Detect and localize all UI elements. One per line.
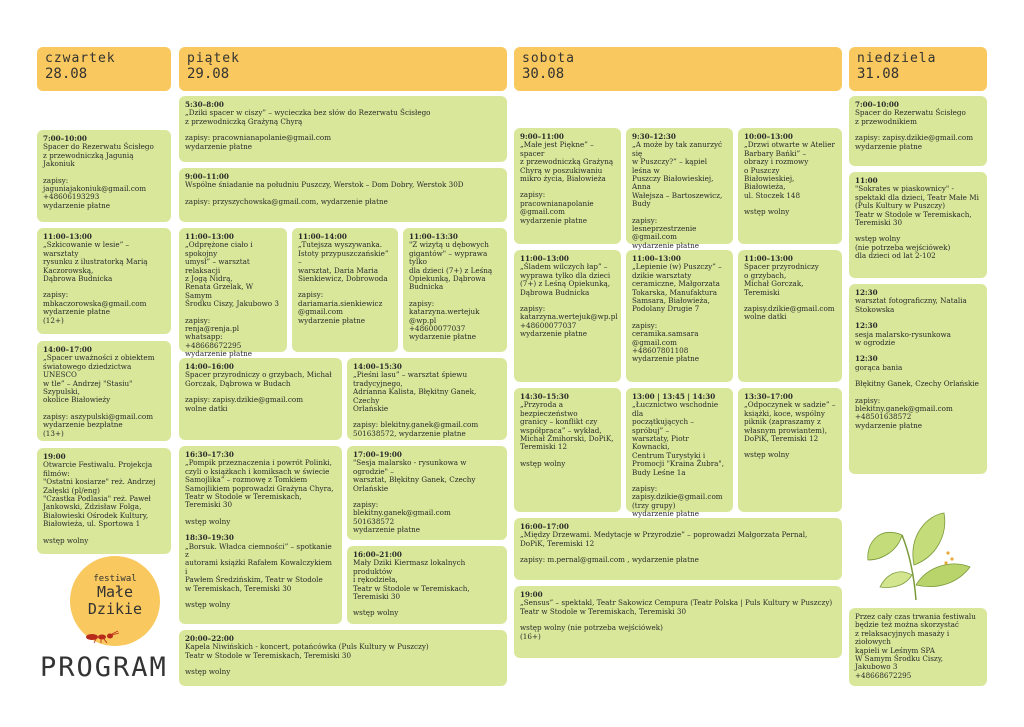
- event-card: [626, 388, 733, 519]
- event-info: zapisy: blekitny.ganek@gmail.com 501638572, wydarzenie płatne: [353, 420, 479, 438]
- event-time: 16:00–17:00: [520, 522, 569, 531]
- event-time: 11:00: [855, 176, 878, 185]
- event-description: Kapela Niwińskich - koncert, potańcówka (Puls Kultury w Puszczy) Teatr w Stodole w Teremiskach, Teremiski 30: [185, 642, 429, 660]
- program-title: PROGRAM: [40, 652, 168, 683]
- event-description: „Małe jest Piękne” – spacer z przewodniczką Grażyną Chyrą w poszukiwaniu mikro życia, Białowieża: [520, 140, 614, 184]
- event-info: zapisy: dariamaria.sienkiewicz @gmail.com wydarzenie płatne: [298, 290, 383, 325]
- event-card: [347, 446, 507, 540]
- event-card: [849, 284, 987, 474]
- event-description: „Odpoczynek w sadzie” – książki, koce, wspólny piknik (zapraszamy z własnym prowiantem), DoPiK, Teremiski 12: [744, 400, 836, 444]
- event-description: „Sensus” – spektakl, Teatr Sakowicz Cempura (Teatr Polska | Puls Kultury w Puszczy) Teatr w Stodole w Teremiskach, Teremiski 30: [520, 598, 833, 616]
- event-description: „Drzwi otwarte w Atelier Barbary Bańki” – obrazy i rozmowy o Puszczy Białowieskiej, Białowieża, ul. Stoczek 148: [744, 140, 835, 200]
- event-info: zapisy: aszypulski@gmail.com wydarzenie bezpłatne (13+): [43, 411, 154, 438]
- event-description: Otwarcie Festiwalu. Projekcja filmów: "Ostatni kosiarze" reż. Andrzej Załęski (pl/eng) "Czastka Podlasia" reż. Paweł Jankowski, Zdzisław Folga, Białowieski Ośrodek Kultury, Białowieża, ul. Sportowa 1: [43, 460, 156, 529]
- event-info: zapisy: m.pernal@gmail.com , wydarzenie płatne: [520, 555, 699, 565]
- event-time: 12:30: [855, 354, 878, 364]
- event-card: [179, 96, 507, 162]
- event-card: [37, 130, 171, 222]
- event-time: 14:30–15:30: [520, 392, 569, 401]
- event-description: "Z wizytą u dębowych gigantów" – wyprawa tylko dla dzieci (7+) z Leśną Opiekunką, Dąbrowa Budnicka: [409, 240, 493, 292]
- event-card: [849, 96, 987, 166]
- day-name: niedziela: [857, 51, 937, 66]
- event-time: 5:30–8:00: [185, 100, 224, 109]
- event-card: [849, 172, 987, 278]
- event-description: "Sokrates w piaskownicy" - spektakl dla dzieci, Teatr Małe Mi (Puls Kultury w Puszczy) Teatr w Stodole w Teremiskach, Teremiski 30: [855, 184, 979, 228]
- event-card: [403, 228, 507, 352]
- event-time: 19:00: [520, 590, 543, 599]
- event-time: 14:00–15:30: [353, 362, 402, 371]
- event-info: zapisy: zapisy.dzikie@gmail.com (trzy grupy) wydarzenie płatne: [632, 484, 723, 519]
- festival-logo: [70, 556, 160, 646]
- event-description: Błękitny Ganek, Czechy Orlańskie: [855, 379, 979, 389]
- event-card: [292, 228, 398, 352]
- event-card: [738, 250, 842, 382]
- info-note: [849, 608, 987, 686]
- event-time: 20:00–22:00: [185, 634, 234, 643]
- event-description: sesja malarsko-rysunkowa w ogrodzie: [855, 329, 951, 348]
- event-time: 9:00–11:00: [520, 132, 564, 141]
- event-card: [179, 168, 507, 222]
- day-header-saturday: [514, 47, 842, 91]
- event-card: [179, 630, 507, 686]
- day-name: piątek: [187, 51, 240, 66]
- event-info: wstęp wolny: [43, 535, 89, 545]
- event-info: zapisy: katarzyna.wertejuk @wp.pl +48600077037 wydarzenie płatne: [409, 298, 480, 342]
- event-description: „Pompik przeznaczenia i powrót Polinki, czyli o książkach i komiksach w świecie Samojlika” – rozmowę z Tomkiem Samojlikiem poprowadzi Grażyna Chyra, Teatr w Stodole w Teremiskach, Teremiski 30: [185, 458, 334, 510]
- event-info: zapisy: zapisy.dzikie@gmail.com wolne datki: [185, 395, 304, 413]
- event-time: 16:30–17:30: [185, 450, 234, 459]
- logo-line: festiwal: [93, 574, 137, 584]
- event-time: 14:00–16:00: [185, 362, 234, 371]
- event-description: gorąca bania: [855, 362, 903, 372]
- event-info: wstęp wolny: [353, 608, 399, 618]
- event-info: wstęp wolny: [185, 516, 231, 526]
- event-time: 16:00–21:00: [353, 550, 402, 559]
- event-time: 14:00–17:00: [43, 345, 92, 354]
- event-description: "Sesja malarsko - rysunkowa w ogrodzie" – warsztat, Błękitny Ganek, Czechy Orlańskie: [353, 458, 476, 493]
- day-date: 28.08: [45, 66, 88, 82]
- event-info: zapisy: zapisy.dzikie@gmail.com wydarzenie płatne: [855, 133, 974, 151]
- event-info: zapisy: blekitny.ganek@gmail.com 501638572 wydarzenie płatne: [353, 500, 451, 535]
- event-description: „Spacer uważności z obiektem światowego dziedzictwa UNESCO w tle” – Andrzej "Stasiu" Szypulski, okolice Białowieży: [43, 353, 155, 405]
- event-description: Spacer do Rezerwatu Ścisłego z przewodniczką Jagunią Jakoniuk: [43, 142, 154, 169]
- event-time: 13:00 | 13:45 | 14:30: [632, 392, 716, 401]
- event-card: [738, 128, 842, 244]
- day-date: 31.08: [857, 66, 900, 82]
- event-info: zapisy: ceramika.samsara @gmail.com +48607801108 wydarzenie płatne: [632, 320, 700, 364]
- event-description: „Tutejsza wyszywanka. Istoty przypuszczańskie” – warsztat, Daria Maria Sienkiewicz, Dobrowoda: [298, 240, 389, 284]
- event-description: „Dziki spacer w ciszy” – wycieczka bez słów do Rezerwatu Ścisłego z przewodniczką Grażyną Chyrą: [185, 108, 431, 126]
- day-name: czwartek: [45, 51, 116, 66]
- event-info: zapisy.dzikie@gmail.com wolne datki: [744, 304, 835, 322]
- event-description: „Śladem wilczych łap” – wyprawa tylko dla dzieci (7+) z Leśną Opiekunką, Dąbrowa Budnicka: [520, 262, 611, 297]
- event-description: „Szkicowanie w lesie” – warsztaty rysunku z ilustratorką Marią Kaczorowską, Dąbrowa Budnicka: [43, 240, 148, 284]
- event-info: wstęp wolny: [744, 450, 790, 460]
- logo-line: Małe: [96, 583, 134, 601]
- event-info: zapisy: pracownianapolanie @gmail.com wydarzenie płatne: [520, 190, 594, 225]
- event-card: [179, 228, 287, 359]
- event-description: Spacer przyrodniczy o grzybach, Michał Gorczak, Teremiski: [744, 262, 819, 297]
- event-card: [514, 586, 842, 658]
- event-time: 18:30–19:30: [185, 533, 234, 543]
- event-card: [626, 250, 733, 382]
- day-header-thursday: [37, 47, 171, 91]
- event-info: zapisy: pracownianapolanie@gmail.com wydarzenie płatne: [185, 133, 332, 151]
- event-time: 9:30–12:30: [632, 132, 676, 141]
- event-time: 11:00–13:00: [632, 254, 681, 263]
- event-description: Spacer do Rezerwatu Ścisłego z przewodnikiem: [855, 108, 966, 126]
- event-card: [514, 518, 842, 580]
- event-card: [37, 341, 171, 441]
- event-time: 10:00–13:00: [744, 132, 793, 141]
- event-description: „Przyroda a bezpieczeństwo granicy – konflikt czy współpraca” – wykład, Michał Żmihorski, DoPiK, Teremiski 12: [520, 400, 614, 452]
- event-info: wstęp wolny (nie potrzeba wejściówek) (16+): [520, 623, 663, 641]
- event-description: „A może by tak zanurzyć się w Puszczy?” – kąpiel leśna w Puszczy Białowieskiej, Anna Wałejsza – Bartoszewicz, Budy: [632, 140, 723, 209]
- event-description: Spacer przyrodniczy o grzybach, Michał Gorczak, Dąbrowa w Budach: [185, 370, 332, 388]
- event-time: 11:00–13:00: [185, 232, 234, 241]
- event-description: Mały Dziki Kiermasz lokalnych produktów i rękodzieła, Teatr w Stodole w Teremiskach, Teremiski 30: [353, 558, 470, 602]
- event-description: „Borsuk. Władca ciemności” – spotkanie z autorami książki Rafałem Kowalczykiem i Pawłem Średzińskim, Teatr w Stodole w Teremiskach, Teremiski 30: [185, 541, 332, 593]
- event-info: zapisy: przyszychowska@gmail.com, wydarzenie płatne: [185, 196, 388, 206]
- event-description: Wspólne śniadanie na południu Puszczy, Werstok – Dom Dobry, Werstok 30D: [185, 180, 464, 190]
- event-info: zapisy: jaguniajakoniuk@gmail.com +48606193293 wydarzenie płatne: [43, 175, 147, 210]
- note-text: Przez cały czas trwania festiwalu będzie też można skorzystać z relaksacyjnych masaży i ziołowych kąpieli w Leśnym SPA W Samym Środku Ciszy, Jakubowo 3 +48668672295: [855, 612, 976, 680]
- event-card: [347, 546, 507, 624]
- event-card: [626, 128, 733, 250]
- event-time: 11:00–13:30: [409, 232, 458, 241]
- event-time: 19:00: [43, 452, 66, 461]
- event-time: 11:00–13:00: [744, 254, 793, 263]
- event-description: „Między Drzewami. Medytacje w Przyrodzie” – poprowadzi Małgorzata Pernal, DoPiK, Teremiski 12: [520, 530, 808, 548]
- day-date: 30.08: [522, 66, 565, 82]
- event-card: [179, 446, 342, 624]
- event-time: 9:00–11:00: [185, 172, 229, 181]
- event-info: wstęp wolny: [185, 600, 231, 610]
- event-time: 11:00–13:00: [43, 232, 92, 241]
- event-info: zapisy: katarzyna.wertejuk@wp.pl +48600077037 wydarzenie płatne: [520, 304, 618, 339]
- event-description: „Odprężone ciało i spokojny umysł” – warsztat relaksacji z Jogą Nidrą, Renata Grzelak, W Samym Środku Ciszy, Jakubowo 3: [185, 240, 279, 309]
- event-info: wstęp wolny (nie potrzeba wejściówek) dla dzieci od lat 2-102: [855, 234, 951, 261]
- event-time: 11:00–13:00: [520, 254, 569, 263]
- event-info: wstęp wolny: [520, 458, 566, 468]
- event-card: [514, 388, 621, 512]
- event-info: zapisy: lesneprzestrzenie @gmail.com wydarzenie płatne: [632, 215, 700, 250]
- event-time: 17:00–19:00: [353, 450, 402, 459]
- event-card: [37, 228, 171, 334]
- event-card: [738, 388, 842, 512]
- event-description: „Lepienie (w) Puszczy” – dzikie warsztaty ceramiczne, Małgorzata Tokarska, Manufaktura Samsara, Białowieża, Podolany Drugie 7: [632, 262, 722, 314]
- event-card: [179, 358, 342, 440]
- day-header-sunday: [849, 47, 987, 91]
- event-card: [347, 358, 507, 440]
- event-info: zapisy: mbkaczorowska@gmail.com wydarzenie płatne (12+): [43, 290, 147, 325]
- event-info: zapisy: renja@renja.pl whatsapp: +48668672295 wydarzenie płatne: [185, 315, 253, 359]
- event-info: wstęp wolny: [744, 207, 790, 217]
- day-name: sobota: [522, 51, 575, 66]
- day-date: 29.08: [187, 66, 230, 82]
- event-time: 7:00–10:00: [855, 100, 899, 109]
- event-time: 7:00–10:00: [43, 134, 87, 143]
- event-card: [514, 128, 621, 244]
- event-info: zapisy: blekitny.ganek@gmail.com +48501638572 wydarzenie płatne: [855, 395, 953, 430]
- event-description: „Łucznictwo wschodnie dla początkujących – spróbuj” – warsztaty, Piotr Kownacki, Centrum Turystyki i Promocji "Kraina Żubra", Budy Leśne 1a: [632, 400, 725, 477]
- plant-illustration: [858, 505, 978, 605]
- event-card: [514, 250, 621, 382]
- day-header-friday: [179, 47, 507, 91]
- event-time: 11:00–14:00: [298, 232, 347, 241]
- event-description: warsztat fotograficzny, Natalia Stokowska: [855, 296, 967, 314]
- event-info: wstęp wolny: [185, 667, 231, 677]
- event-time: 12:30: [855, 288, 878, 297]
- event-time: 13:30–17:00: [744, 392, 793, 401]
- event-card: [37, 448, 171, 554]
- logo-line: Dzikie: [87, 600, 143, 618]
- ant-icon: [84, 630, 124, 644]
- event-time: 12:30: [855, 321, 878, 331]
- event-description: „Pieśni lasu” – warsztat śpiewu tradycyjnego, Adrianna Kalista, Błękitny Ganek, Czechy Orlańskie: [353, 370, 477, 414]
